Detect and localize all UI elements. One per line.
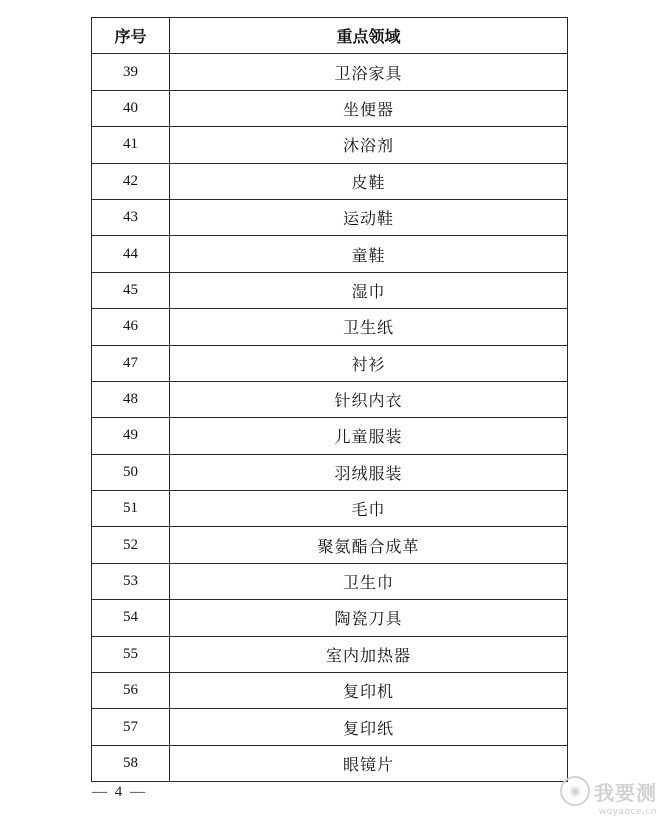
- table-row: [92, 673, 568, 709]
- row-key-area-cell: 湿巾: [170, 272, 568, 308]
- row-key-area-cell: 室内加热器: [170, 636, 568, 672]
- table-header-row: [92, 18, 568, 54]
- watermark-url: woyaoce.cn: [598, 807, 657, 817]
- row-key-area-cell: 童鞋: [170, 236, 568, 272]
- row-key-area-cell: 聚氨酯合成革: [170, 527, 568, 563]
- row-key-area-cell: 运动鞋: [170, 199, 568, 235]
- table-row: [92, 345, 568, 381]
- watermark-row: [560, 776, 657, 806]
- row-key-area-cell: 卫生巾: [170, 563, 568, 599]
- table-row: [92, 418, 568, 454]
- table-row: [92, 527, 568, 563]
- row-key-area-cell: 针织内衣: [170, 381, 568, 417]
- row-number-cell: 49: [92, 418, 170, 454]
- table-row: [92, 236, 568, 272]
- row-key-area-cell: 坐便器: [170, 90, 568, 126]
- table-row: [92, 454, 568, 490]
- table-row: [92, 563, 568, 599]
- watermark: [560, 776, 657, 817]
- row-key-area-cell: 复印机: [170, 673, 568, 709]
- row-key-area-cell: 卫生纸: [170, 309, 568, 345]
- table-row: [92, 127, 568, 163]
- row-number-cell: 56: [92, 673, 170, 709]
- row-number-cell: 54: [92, 600, 170, 636]
- row-number-cell: 50: [92, 454, 170, 490]
- row-number-cell: 41: [92, 127, 170, 163]
- key-areas-table: [91, 17, 568, 782]
- row-key-area-cell: 眼镜片: [170, 745, 568, 781]
- table-row: [92, 54, 568, 90]
- row-number-cell: 46: [92, 309, 170, 345]
- row-key-area-cell: 陶瓷刀具: [170, 600, 568, 636]
- row-number-cell: 57: [92, 709, 170, 745]
- row-number-cell: 52: [92, 527, 170, 563]
- row-key-area-cell: 沐浴剂: [170, 127, 568, 163]
- table-row: [92, 199, 568, 235]
- row-key-area-cell: 衬衫: [170, 345, 568, 381]
- table-row: [92, 491, 568, 527]
- row-number-cell: 44: [92, 236, 170, 272]
- row-number-cell: 47: [92, 345, 170, 381]
- table-row: [92, 600, 568, 636]
- table-row: [92, 272, 568, 308]
- table-row: [92, 163, 568, 199]
- row-number-cell: 42: [92, 163, 170, 199]
- row-key-area-cell: 羽绒服装: [170, 454, 568, 490]
- table-row: [92, 745, 568, 781]
- row-key-area-cell: 复印纸: [170, 709, 568, 745]
- table-row: [92, 381, 568, 417]
- row-number-cell: 40: [92, 90, 170, 126]
- table-row: [92, 709, 568, 745]
- row-number-cell: 53: [92, 563, 170, 599]
- circle-logo-icon: ◉: [560, 776, 590, 806]
- table-row: [92, 636, 568, 672]
- row-key-area-cell: 儿童服装: [170, 418, 568, 454]
- row-number-cell: 43: [92, 199, 170, 235]
- row-key-area-cell: 毛巾: [170, 491, 568, 527]
- row-number-cell: 48: [92, 381, 170, 417]
- header-key-area: 重点领域: [170, 18, 568, 54]
- row-number-cell: 39: [92, 54, 170, 90]
- row-number-cell: 45: [92, 272, 170, 308]
- header-number: 序号: [92, 18, 170, 54]
- watermark-title: 我要测: [594, 780, 657, 805]
- row-number-cell: 58: [92, 745, 170, 781]
- row-key-area-cell: 皮鞋: [170, 163, 568, 199]
- table-row: [92, 309, 568, 345]
- row-key-area-cell: 卫浴家具: [170, 54, 568, 90]
- table-row: [92, 90, 568, 126]
- row-number-cell: 51: [92, 491, 170, 527]
- page-number: — 4 —: [92, 784, 147, 800]
- table-body: [92, 54, 568, 782]
- row-number-cell: 55: [92, 636, 170, 672]
